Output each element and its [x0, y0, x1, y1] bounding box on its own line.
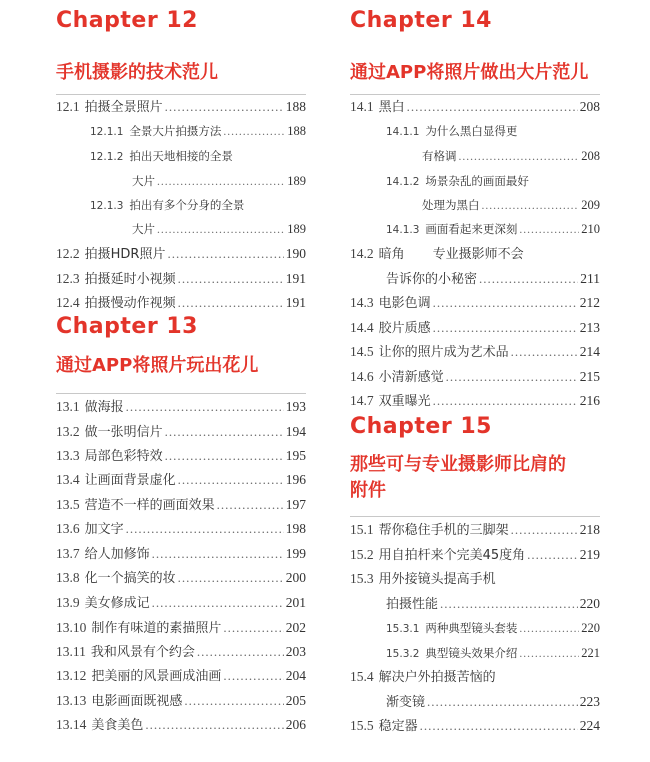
- toc-entry-15-4[interactable]: 15.4 解决户外拍摄苦恼的: [350, 669, 496, 685]
- chapter-13-title: 通过APP将照片玩出花儿: [56, 355, 259, 376]
- divider: [350, 94, 600, 95]
- toc-entry-15-3[interactable]: 15.3 用外接镜头提高手机: [350, 571, 496, 587]
- toc-entry-13-6[interactable]: 13.6 加文字 ..... 198: [56, 518, 306, 540]
- toc-entry-14-1-3[interactable]: 14.1.3 画面看起来更深刻 ..... 210: [386, 218, 600, 240]
- chapter-12-title: 手机摄影的技术范儿: [56, 62, 218, 83]
- toc-entry-14-7[interactable]: 14.7 双重曝光 ..... 216: [350, 390, 600, 412]
- chapter-14-title: 通过APP将照片做出大片范儿: [350, 62, 589, 83]
- toc-entry-13-3[interactable]: 13.3 局部色彩特效 ..... 195: [56, 445, 306, 467]
- toc-entry-14-1-2[interactable]: 14.1.2 场景杂乱的画面最好: [386, 174, 529, 188]
- toc-entry-12-1[interactable]: 12.1 拍摄全景照片 ..... 188: [56, 96, 306, 118]
- chapter-15-heading: Chapter 15: [350, 414, 492, 439]
- toc-entry-13-8[interactable]: 13.8 化一个搞笑的妆 ..... 200: [56, 567, 306, 589]
- toc-entry-13-14[interactable]: 13.14 美食美色 ..... 206: [56, 714, 306, 736]
- toc-entry-14-2-cont[interactable]: 告诉你的小秘密 ..... 211: [386, 268, 600, 290]
- toc-entry-14-3[interactable]: 14.3 电影色调 ..... 212: [350, 292, 600, 314]
- toc-entry-14-6[interactable]: 14.6 小清新感觉 ..... 215: [350, 366, 600, 388]
- divider: [350, 516, 600, 517]
- toc-entry-13-9[interactable]: 13.9 美女修成记 ..... 201: [56, 592, 306, 614]
- toc-entry-13-5[interactable]: 13.5 营造不一样的画面效果 ..... 197: [56, 494, 306, 516]
- toc-entry-14-1[interactable]: 14.1 黑白 ..... 208: [350, 96, 600, 118]
- toc-entry-13-10[interactable]: 13.10 制作有味道的素描照片 ..... 202: [56, 617, 306, 639]
- chapter-15-title-line1: 那些可与专业摄影师比肩的: [350, 454, 566, 475]
- toc-entry-13-1[interactable]: 13.1 做海报 ..... 193: [56, 396, 306, 418]
- toc-entry-12-2[interactable]: 12.2 拍摄HDR照片 ..... 190: [56, 243, 306, 265]
- toc-entry-12-1-3[interactable]: 12.1.3 拍出有多个分身的全景: [90, 198, 245, 212]
- toc-entry-15-2[interactable]: 15.2 用自拍杆来个完美45度角 ..... 219: [350, 544, 600, 566]
- toc-entry-13-13[interactable]: 13.13 电影画面既视感 ..... 205: [56, 690, 306, 712]
- toc-entry-14-1-2-cont[interactable]: 处理为黑白 ..... 209: [422, 194, 600, 216]
- toc-entry-14-4[interactable]: 14.4 胶片质感 ..... 213: [350, 317, 600, 339]
- chapter-12-heading: Chapter 12: [56, 8, 198, 33]
- toc-entry-14-1-1[interactable]: 14.1.1 为什么黑白显得更: [386, 124, 518, 138]
- toc-entry-13-7[interactable]: 13.7 给人加修饰 ..... 199: [56, 543, 306, 565]
- toc-entry-15-3-1[interactable]: 15.3.1 两种典型镜头套装 ..... 220: [386, 617, 600, 639]
- chapter-15-title-line2: 附件: [350, 480, 386, 501]
- toc-entry-12-1-1[interactable]: 12.1.1 全景大片拍摄方法 ..... 188: [90, 120, 306, 142]
- toc-entry-14-2[interactable]: 14.2 暗角 专业摄影师不会: [350, 246, 524, 262]
- toc-entry-14-1-1-cont[interactable]: 有格调 ..... 208: [422, 145, 600, 167]
- toc-entry-14-5[interactable]: 14.5 让你的照片成为艺术品 ..... 214: [350, 341, 600, 363]
- toc-entry-15-5[interactable]: 15.5 稳定器 ..... 224: [350, 715, 600, 737]
- toc-entry-15-1[interactable]: 15.1 帮你稳住手机的三脚架 ..... 218: [350, 519, 600, 541]
- toc-entry-15-3-2[interactable]: 15.3.2 典型镜头效果介绍 ..... 221: [386, 642, 600, 664]
- toc-entry-15-4-cont[interactable]: 渐变镜 ..... 223: [386, 691, 600, 713]
- toc-entry-12-1-2-cont[interactable]: 大片 ..... 189: [132, 170, 306, 192]
- toc-entry-13-12[interactable]: 13.12 把美丽的风景画成油画 ..... 204: [56, 665, 306, 687]
- toc-entry-13-11[interactable]: 13.11 我和风景有个约会 ..... 203: [56, 641, 306, 663]
- toc-entry-13-2[interactable]: 13.2 做一张明信片 ..... 194: [56, 421, 306, 443]
- divider: [56, 94, 306, 95]
- toc-entry-15-3-cont[interactable]: 拍摄性能 ..... 220: [386, 593, 600, 615]
- toc-entry-12-4[interactable]: 12.4 拍摄慢动作视频 ..... 191: [56, 292, 306, 314]
- toc-entry-12-3[interactable]: 12.3 拍摄延时小视频 ..... 191: [56, 268, 306, 290]
- toc-entry-13-4[interactable]: 13.4 让画面背景虚化 ..... 196: [56, 469, 306, 491]
- toc-entry-12-1-2[interactable]: 12.1.2 拍出天地相接的全景: [90, 149, 233, 163]
- chapter-14-heading: Chapter 14: [350, 8, 492, 33]
- toc-entry-12-1-3-cont[interactable]: 大片 ..... 189: [132, 218, 306, 240]
- chapter-13-heading: Chapter 13: [56, 314, 198, 339]
- divider: [56, 393, 306, 394]
